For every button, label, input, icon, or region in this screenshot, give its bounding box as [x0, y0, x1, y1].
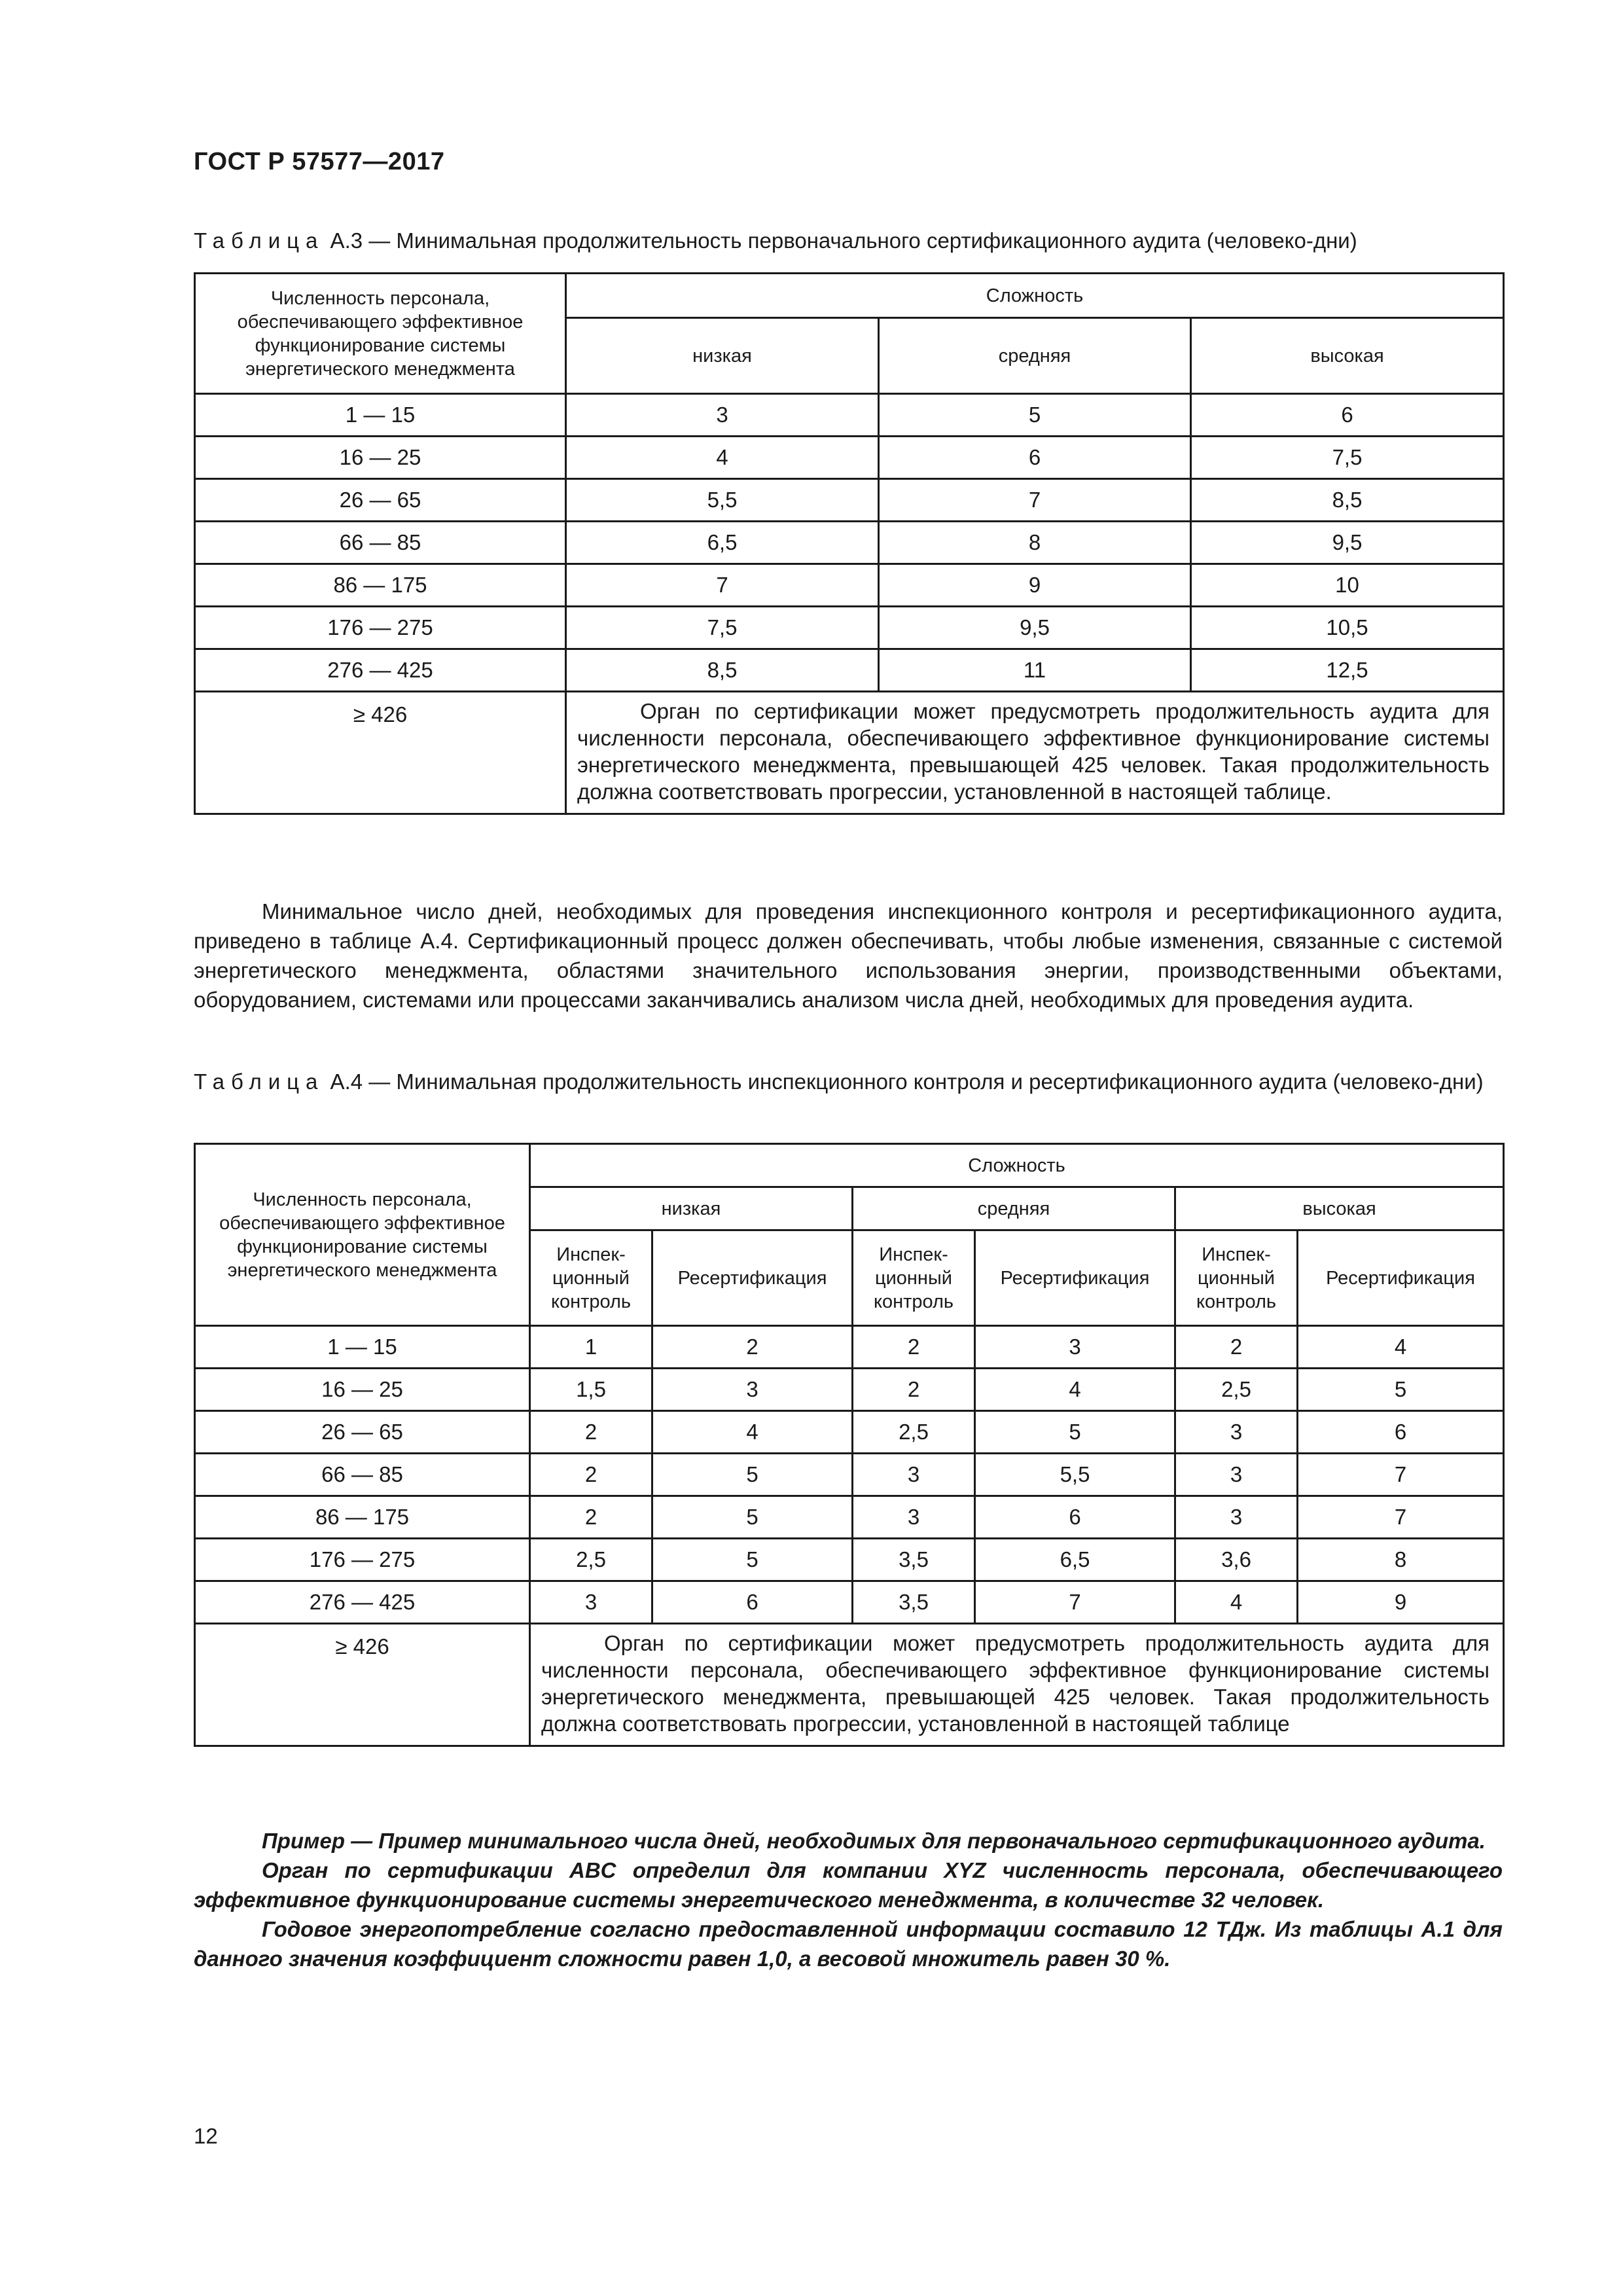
value-cell: 7,5 — [566, 607, 879, 649]
value-cell: 4 — [1298, 1326, 1504, 1369]
range-cell: 176 — 275 — [195, 607, 566, 649]
range-cell: 16 — 25 — [195, 437, 566, 479]
table-a4-sub-recert: Ресертификация — [1298, 1230, 1504, 1326]
value-cell: 2,5 — [853, 1411, 975, 1454]
value-cell: 2,5 — [530, 1539, 652, 1581]
value-cell: 6,5 — [566, 522, 879, 564]
value-cell: 4 — [652, 1411, 853, 1454]
value-cell: 3 — [853, 1496, 975, 1539]
table-a4-caption-label: Таблица — [194, 1069, 325, 1094]
value-cell: 3 — [975, 1326, 1175, 1369]
range-cell: 26 — 65 — [195, 1411, 530, 1454]
range-cell: 1 — 15 — [195, 394, 566, 437]
range-cell: 86 — 175 — [195, 1496, 530, 1539]
body-paragraph: Минимальное число дней, необходимых для проведения инспекционного контроля и ресертификационного аудита, приведено в таблице А.4. Сертификационный процесс должен обеспечивать, чтобы любые изменения, связанные с системой энергетического менеджмента, областями значительного использования энергии, производственными объектами, оборудованием, системами или процессами заканчивались анализом числа дней, необходимых для проведения аудита. — [194, 899, 1503, 1012]
value-cell: 3 — [853, 1454, 975, 1496]
table-a3-caption-text: А.3 — Минимальная продолжительность первоначального сертификационного аудита (человеко-дни) — [324, 228, 1357, 253]
value-cell: 10 — [1191, 564, 1504, 607]
value-cell: 3 — [566, 394, 879, 437]
range-cell: ≥ 426 — [195, 692, 566, 814]
range-cell: 26 — 65 — [195, 479, 566, 522]
range-cell: ≥ 426 — [195, 1624, 530, 1746]
value-cell: 6 — [1298, 1411, 1504, 1454]
value-cell: 10,5 — [1191, 607, 1504, 649]
value-cell: 5 — [1298, 1369, 1504, 1411]
value-cell: 2 — [530, 1411, 652, 1454]
value-cell: 1,5 — [530, 1369, 652, 1411]
table-a4-col-high: высокая — [1175, 1187, 1504, 1230]
table-row — [195, 522, 1504, 564]
value-cell: 4 — [566, 437, 879, 479]
value-cell: 3 — [652, 1369, 853, 1411]
page-header: ГОСТ Р 57577—2017 — [194, 148, 445, 175]
value-cell: 7,5 — [1191, 437, 1504, 479]
table-row — [195, 1411, 1504, 1454]
value-cell: 3 — [1175, 1496, 1298, 1539]
table-row — [195, 437, 1504, 479]
value-cell: 6 — [879, 437, 1191, 479]
table-a4-sub-inspection: Инспекционный контроль — [530, 1230, 652, 1326]
value-cell: 9 — [879, 564, 1191, 607]
range-cell: 66 — 85 — [195, 522, 566, 564]
value-cell: 6,5 — [975, 1539, 1175, 1581]
table-a4-caption-text: А.4 — Минимальная продолжительность инспекционного контроля и ресертификационного аудита (человеко-дни) — [324, 1069, 1484, 1094]
value-cell: 6 — [975, 1496, 1175, 1539]
value-cell: 3,5 — [853, 1581, 975, 1624]
value-cell: 6 — [1191, 394, 1504, 437]
value-cell: 5 — [879, 394, 1191, 437]
table-row — [195, 1496, 1504, 1539]
table-a4-caption — [194, 1067, 1503, 1096]
value-cell: 8,5 — [566, 649, 879, 692]
value-cell: 5 — [652, 1454, 853, 1496]
table-row — [195, 394, 1504, 437]
range-cell: 1 — 15 — [195, 1326, 530, 1369]
table-a4-sub-inspection: Инспекционный контроль — [1175, 1230, 1298, 1326]
value-cell: 5,5 — [975, 1454, 1175, 1496]
range-cell: 86 — 175 — [195, 564, 566, 607]
table-a3-col-medium: средняя — [879, 318, 1191, 394]
value-cell: 11 — [879, 649, 1191, 692]
value-cell: 8,5 — [1191, 479, 1504, 522]
range-cell: 276 — 425 — [195, 1581, 530, 1624]
value-cell: 8 — [1298, 1539, 1504, 1581]
table-a4-sub-inspection: Инспекционный контроль — [853, 1230, 975, 1326]
table-row — [195, 564, 1504, 607]
value-cell: 5 — [652, 1496, 853, 1539]
value-cell: 3 — [1175, 1411, 1298, 1454]
value-cell: 2 — [1175, 1326, 1298, 1369]
value-cell: 7 — [566, 564, 879, 607]
table-row-last — [195, 692, 1504, 814]
table-a4-note: Орган по сертификации может предусмотреть продолжительность аудита для численности персонала, обеспечивающего эффективное функционирование системы энергетического менеджмента, превышающей 425 человек. Такая продолжительность должна соответствовать прогрессии, установленной в настоящей таблице — [530, 1624, 1504, 1746]
table-a4-head-complexity: Сложность — [530, 1144, 1504, 1187]
table-row-last — [195, 1624, 1504, 1746]
table-a3-head-personnel: Численность персонала, обеспечивающего эффективное функционирование системы энергетического менеджмента — [195, 274, 566, 394]
example-block — [194, 1826, 1503, 1973]
value-cell: 3 — [530, 1581, 652, 1624]
value-cell: 2 — [853, 1326, 975, 1369]
value-cell: 2,5 — [1175, 1369, 1298, 1411]
table-a3-col-low: низкая — [566, 318, 879, 394]
table-row — [195, 607, 1504, 649]
value-cell: 3 — [1175, 1454, 1298, 1496]
value-cell: 5,5 — [566, 479, 879, 522]
table-row — [195, 1539, 1504, 1581]
value-cell: 5 — [652, 1539, 853, 1581]
table-row — [195, 1454, 1504, 1496]
table-row — [195, 479, 1504, 522]
example-paragraph-2: Орган по сертификации ABC определил для компании XYZ численность персонала, обеспечивающего эффективное функционирование системы энергетического менеджмента, в количестве 32 человек. — [194, 1858, 1503, 1912]
value-cell: 12,5 — [1191, 649, 1504, 692]
table-a4 — [194, 1143, 1505, 1747]
range-cell: 66 — 85 — [195, 1454, 530, 1496]
value-cell: 2 — [853, 1369, 975, 1411]
range-cell: 16 — 25 — [195, 1369, 530, 1411]
table-a3-head-complexity: Сложность — [566, 274, 1504, 318]
value-cell: 3,6 — [1175, 1539, 1298, 1581]
table-a4-col-low: низкая — [530, 1187, 853, 1230]
table-a3 — [194, 272, 1505, 815]
table-row — [195, 1581, 1504, 1624]
value-cell: 4 — [975, 1369, 1175, 1411]
value-cell: 3,5 — [853, 1539, 975, 1581]
value-cell: 5 — [975, 1411, 1175, 1454]
value-cell: 8 — [879, 522, 1191, 564]
table-a3-note: Орган по сертификации может предусмотреть продолжительность аудита для численности персонала, обеспечивающего эффективное функционирование системы энергетического менеджмента, превышающей 425 человек. Такая продолжительность должна соответствовать прогрессии, установленной в настоящей таблице. — [566, 692, 1504, 814]
table-row — [195, 1369, 1504, 1411]
example-paragraph-1: Пример — Пример минимального числа дней, необходимых для первоначального сертификационного аудита. — [262, 1829, 1486, 1853]
range-cell: 176 — 275 — [195, 1539, 530, 1581]
page-number: 12 — [194, 2124, 218, 2148]
value-cell: 9 — [1298, 1581, 1504, 1624]
value-cell: 7 — [975, 1581, 1175, 1624]
value-cell: 2 — [530, 1454, 652, 1496]
value-cell: 4 — [1175, 1581, 1298, 1624]
table-a4-sub-recert: Ресертификация — [975, 1230, 1175, 1326]
table-a4-sub-recert: Ресертификация — [652, 1230, 853, 1326]
table-a3-caption — [194, 226, 1503, 255]
table-a3-col-high: высокая — [1191, 318, 1504, 394]
table-a4-head-personnel: Численность персонала, обеспечивающего эффективное функционирование системы энергетического менеджмента — [195, 1144, 530, 1326]
example-paragraph-3: Годовое энергопотребление согласно предоставленной информации составило 12 ТДж. Из таблицы А.1 для данного значения коэффициент сложности равен 1,0, а весовой множитель равен 30 %. — [194, 1917, 1503, 1971]
value-cell: 7 — [1298, 1454, 1504, 1496]
value-cell: 6 — [652, 1581, 853, 1624]
value-cell: 9,5 — [879, 607, 1191, 649]
range-cell: 276 — 425 — [195, 649, 566, 692]
value-cell: 7 — [879, 479, 1191, 522]
table-a3-caption-label: Таблица — [194, 228, 325, 253]
value-cell: 7 — [1298, 1496, 1504, 1539]
table-row — [195, 1326, 1504, 1369]
value-cell: 2 — [530, 1496, 652, 1539]
table-a4-col-medium: средняя — [853, 1187, 1175, 1230]
value-cell: 1 — [530, 1326, 652, 1369]
value-cell: 9,5 — [1191, 522, 1504, 564]
value-cell: 2 — [652, 1326, 853, 1369]
table-row — [195, 649, 1504, 692]
